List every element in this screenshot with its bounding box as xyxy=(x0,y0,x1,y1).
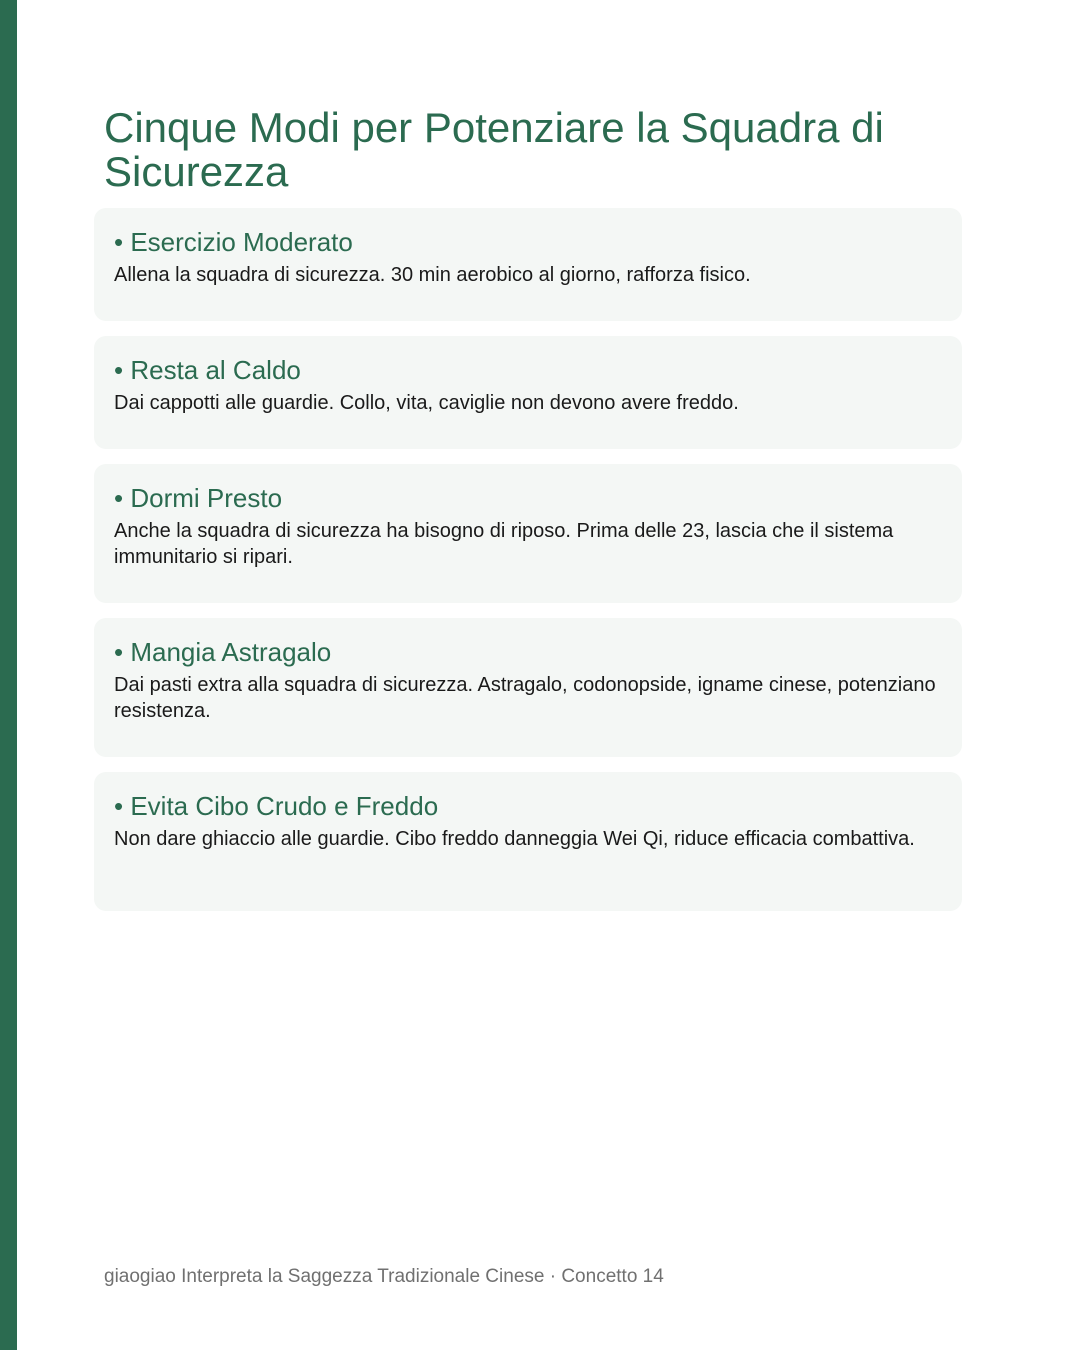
tip-card-text: Anche la squadra di sicurezza ha bisogno di riposo. Prima delle 23, lascia che il sistema immunitario si ripari. xyxy=(114,520,894,568)
tip-card-text: Dai cappotti alle guardie. Collo, vita, caviglie non devono avere freddo. xyxy=(114,392,739,414)
tip-card-title: • Evita Cibo Crudo e Freddo xyxy=(114,791,439,821)
tip-card-sleep xyxy=(94,464,962,603)
footer-caption: giaogiao Interpreta la Saggezza Tradizionale Cinese · Concetto 14 xyxy=(104,1266,664,1287)
tip-card-text: Allena la squadra di sicurezza. 30 min aerobico al giorno, rafforza fisico. xyxy=(114,264,751,286)
tip-card-title: • Esercizio Moderato xyxy=(114,227,353,257)
tip-card-title: • Mangia Astragalo xyxy=(114,637,332,667)
tip-card-astragalus xyxy=(94,618,962,757)
tip-card-warmth xyxy=(94,336,962,449)
page-title: Cinque Modi per Potenziare la Squadra di Sicurezza xyxy=(104,104,884,195)
tip-card-exercise xyxy=(94,208,962,321)
tip-card-text: Non dare ghiaccio alle guardie. Cibo freddo danneggia Wei Qi, riduce efficacia combattiva. xyxy=(114,828,915,850)
accent-bar xyxy=(0,0,17,1350)
tip-card-cold-food xyxy=(94,772,962,911)
tip-card-title: • Resta al Caldo xyxy=(114,355,301,385)
tip-card-title: • Dormi Presto xyxy=(114,483,283,513)
tip-card-text: Dai pasti extra alla squadra di sicurezza. Astragalo, codonopside, igname cinese, potenziano resistenza. xyxy=(114,674,936,722)
